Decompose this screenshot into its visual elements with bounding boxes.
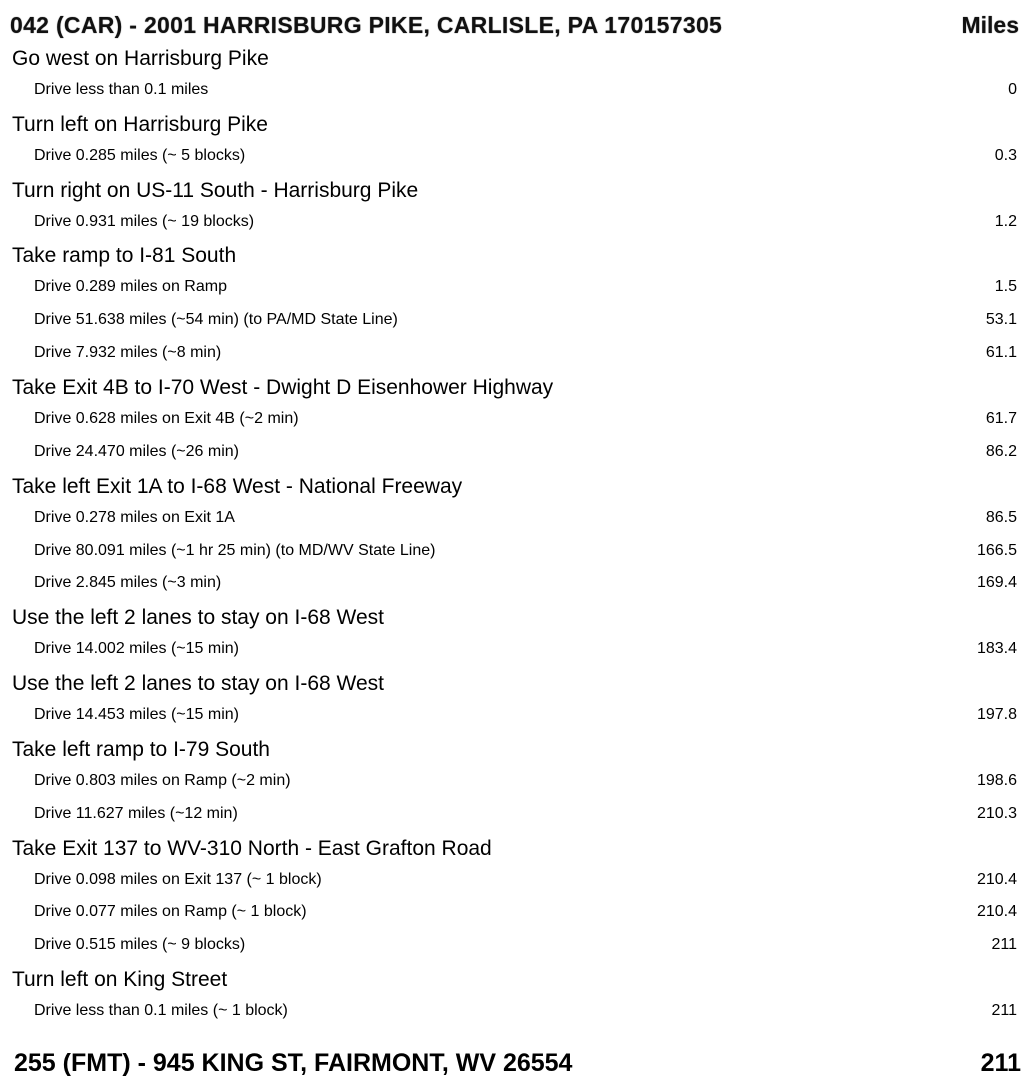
cumulative-miles: 210.3 [976, 804, 1017, 822]
drive-row [0, 769, 1035, 793]
instruction-row [0, 45, 1035, 73]
drive-row [0, 407, 1035, 431]
drive-text: Drive 14.453 miles (~15 min) [34, 706, 239, 723]
drive-row [0, 933, 1035, 957]
drive-text: Drive 0.515 miles (~ 9 blocks) [34, 936, 246, 954]
origin-title: 042 (CAR) - 2001 HARRISBURG PIKE, CARLISLE, PA 170157305 [10, 11, 723, 38]
instruction-row [0, 736, 1035, 764]
cumulative-miles: 53.1 [985, 311, 1017, 329]
cumulative-miles: 197.8 [976, 706, 1017, 723]
cumulative-miles: 1.2 [994, 212, 1017, 230]
footer [14, 1045, 1025, 1081]
drive-text: Drive 24.470 miles (~26 min) [34, 442, 239, 460]
drive-text: Drive 0.931 miles (~ 19 blocks) [34, 212, 255, 230]
instruction-text: Use the left 2 lanes to stay on I-68 West [12, 672, 384, 696]
drive-row [0, 341, 1035, 365]
instruction-text: Use the left 2 lanes to stay on I-68 West [12, 606, 384, 630]
drive-text: Drive 0.803 miles on Ramp (~2 min) [34, 771, 291, 789]
drive-row [0, 637, 1035, 661]
instruction-text: Take left Exit 1A to I-68 West - National Freeway [12, 474, 463, 498]
drive-text: Drive less than 0.1 miles (~ 1 block) [34, 1002, 288, 1020]
instruction-row [0, 670, 1035, 698]
instruction-text: Turn right on US-11 South - Harrisburg Pike [12, 178, 419, 202]
drive-row [0, 703, 1035, 727]
drive-text: Drive 0.285 miles (~ 5 blocks) [34, 146, 246, 164]
cumulative-miles: 169.4 [976, 574, 1017, 592]
drive-text: Drive 0.098 miles on Exit 137 (~ 1 block) [34, 870, 322, 888]
miles-column-header: Miles [961, 11, 1019, 38]
drive-text: Drive 0.628 miles on Exit 4B (~2 min) [34, 409, 299, 427]
drive-row [0, 868, 1035, 892]
cumulative-miles: 61.7 [985, 409, 1017, 427]
instruction-row [0, 242, 1035, 270]
instruction-row [0, 835, 1035, 863]
drive-row [0, 999, 1035, 1023]
instruction-text: Turn left on King Street [12, 968, 228, 992]
cumulative-miles: 211 [991, 936, 1017, 954]
drive-text: Drive 14.002 miles (~15 min) [34, 640, 239, 658]
cumulative-miles: 1.5 [994, 278, 1017, 296]
drive-row [0, 78, 1035, 102]
drive-row [0, 308, 1035, 332]
header [10, 8, 1025, 42]
drive-text: Drive 0.278 miles on Exit 1A [34, 508, 235, 526]
drive-row [0, 571, 1035, 595]
instruction-text: Go west on Harrisburg Pike [12, 47, 269, 70]
drive-row [0, 144, 1035, 168]
cumulative-miles: 166.5 [976, 541, 1017, 559]
cumulative-miles: 0 [1008, 80, 1017, 98]
destination-title: 255 (FMT) - 945 KING ST, FAIRMONT, WV 26554 [14, 1048, 573, 1077]
drive-row [0, 275, 1035, 299]
instruction-row [0, 177, 1035, 205]
drive-row [0, 506, 1035, 530]
instruction-text: Take ramp to I-81 South [12, 244, 237, 268]
instruction-text: Take Exit 137 to WV-310 North - East Grafton Road [12, 836, 492, 860]
drive-text: Drive 0.289 miles on Ramp [34, 278, 227, 296]
instruction-row [0, 604, 1035, 632]
instruction-row [0, 473, 1035, 501]
drive-text: Drive 0.077 miles on Ramp (~ 1 block) [34, 903, 307, 921]
drive-row [0, 802, 1035, 826]
drive-text: Drive 51.638 miles (~54 min) (to PA/MD State Line) [34, 311, 398, 329]
instruction-row [0, 111, 1035, 139]
instruction-text: Turn left on Harrisburg Pike [12, 112, 268, 136]
drive-text: Drive 11.627 miles (~12 min) [34, 804, 238, 822]
cumulative-miles: 198.6 [976, 771, 1017, 789]
cumulative-miles: 86.2 [985, 442, 1017, 460]
cumulative-miles: 0.3 [994, 146, 1017, 164]
cumulative-miles: 183.4 [976, 640, 1017, 658]
drive-row [0, 539, 1035, 563]
cumulative-miles: 210.4 [976, 903, 1017, 921]
instruction-text: Take left ramp to I-79 South [12, 737, 270, 761]
instruction-text: Take Exit 4B to I-70 West - Dwight D Eisenhower Highway [12, 376, 554, 399]
drive-row [0, 440, 1035, 464]
cumulative-miles: 210.4 [976, 870, 1017, 888]
total-miles: 211 [980, 1048, 1021, 1077]
drive-row [0, 210, 1035, 234]
cumulative-miles: 86.5 [985, 508, 1017, 526]
drive-text: Drive less than 0.1 miles [34, 80, 209, 98]
drive-text: Drive 80.091 miles (~1 hr 25 min) (to MD/WV State Line) [34, 541, 436, 559]
instruction-row [0, 374, 1035, 402]
drive-row [0, 900, 1035, 924]
drive-text: Drive 2.845 miles (~3 min) [34, 574, 222, 592]
cumulative-miles: 61.1 [985, 344, 1017, 362]
instruction-row [0, 966, 1035, 994]
drive-text: Drive 7.932 miles (~8 min) [34, 344, 222, 362]
cumulative-miles: 211 [991, 1002, 1017, 1020]
